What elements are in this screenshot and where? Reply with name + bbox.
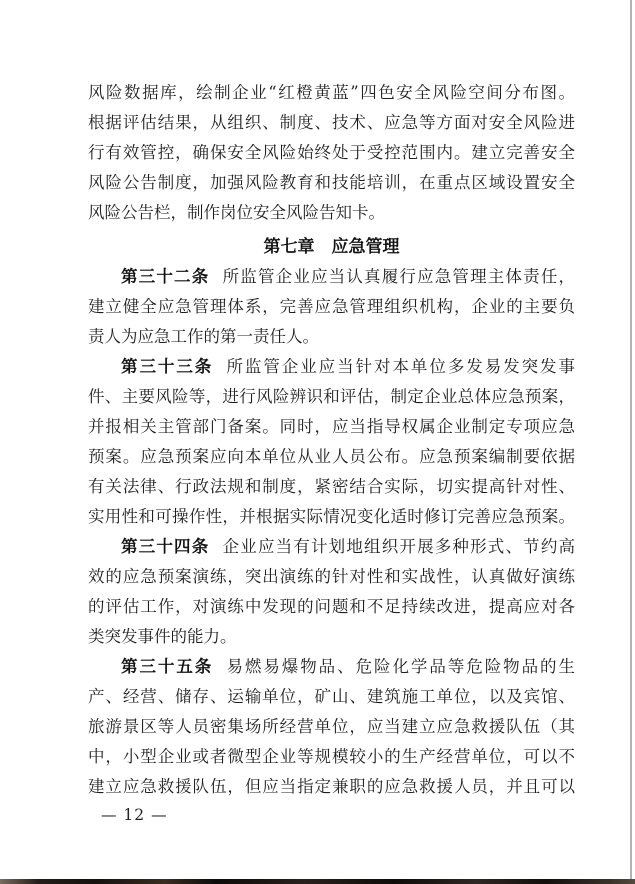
text-line: 件、主要风险等，进行风险辨识和评估，制定企业总体应急预案，	[88, 387, 575, 406]
page-edge-line	[630, 0, 632, 879]
article-33	[88, 352, 575, 532]
text-line: 有关法律、行政法规和制度，紧密结合实际，切实提高针对性、	[88, 477, 575, 496]
text-line	[88, 352, 575, 382]
text-line: 产、经营、储存、运输单位，矿山、建筑施工单位，以及宾馆、	[88, 687, 575, 706]
text-line: 类突发事件的能力。	[88, 627, 237, 646]
text-line: 风险数据库，绘制企业“红橙黄蓝”四色安全风险空间分布图。	[88, 83, 575, 102]
text-line: 建立健全应急管理体系，完善应急管理组织机构，企业的主要负	[88, 297, 575, 316]
text-line: 建立应急救援队伍，但应当指定兼职的应急救援人员，并且可以	[88, 777, 575, 796]
text-line: 风险公告栏，制作岗位安全风险告知卡。	[88, 203, 385, 222]
text-line	[88, 262, 575, 292]
text-line: 预案。应急预案应向本单位从业人员公布。应急预案编制要依据	[88, 447, 575, 466]
chapter-heading: 第七章 应急管理	[263, 237, 400, 257]
paragraph-continued	[88, 78, 575, 228]
article-33-number: 第三十三条	[121, 357, 214, 376]
text-line: 旅游景区等人员密集场所经营单位，应当建立应急救援队伍（其	[88, 717, 575, 736]
text-line: 行有效管控，确保安全风险始终处于受控范围内。建立完善安全	[88, 143, 575, 162]
article-34-lead: 企业应当有计划地组织开展多种形式、节约高	[222, 537, 576, 556]
text-line: 风险公告制度，加强风险教育和技能培训，在重点区域设置安全	[88, 173, 575, 192]
scan-bottom-edge	[0, 879, 635, 884]
article-32-lead: 所监管企业应当认真履行应急管理主体责任，	[222, 267, 576, 286]
text-line: 效的应急预案演练，突出演练的针对性和实战性，认真做好演练	[88, 567, 575, 586]
article-35	[88, 652, 575, 802]
text-line	[88, 532, 575, 562]
text-line	[88, 652, 575, 682]
article-34	[88, 532, 575, 652]
text-line: 责人为应急工作的第一责任人。	[88, 327, 319, 346]
text-line: 并报相关主管部门备案。同时，应当指导权属企业制定专项应急	[88, 417, 575, 436]
page-number: — 12 —	[101, 806, 168, 824]
article-32-number: 第三十二条	[121, 267, 210, 286]
text-line: 的评估工作，对演练中发现的问题和不足持续改进，提高应对各	[88, 597, 575, 616]
article-35-number: 第三十五条	[121, 657, 214, 676]
page-content	[88, 78, 575, 802]
text-line: 实用性和可操作性，并根据实际情况变化适时修订完善应急预案。	[88, 507, 575, 526]
article-35-lead: 易燃易爆物品、危险化学品等危险物品的生	[226, 657, 576, 676]
text-line: 根据评估结果，从组织、制度、技术、应急等方面对安全风险进	[88, 113, 575, 132]
text-line: 中，小型企业或者微型企业等规模较小的生产经营单位，可以不	[88, 747, 575, 766]
article-33-lead: 所监管企业应当针对本单位多发易发突发事	[226, 357, 576, 376]
article-34-number: 第三十四条	[121, 537, 210, 556]
article-32	[88, 262, 575, 352]
